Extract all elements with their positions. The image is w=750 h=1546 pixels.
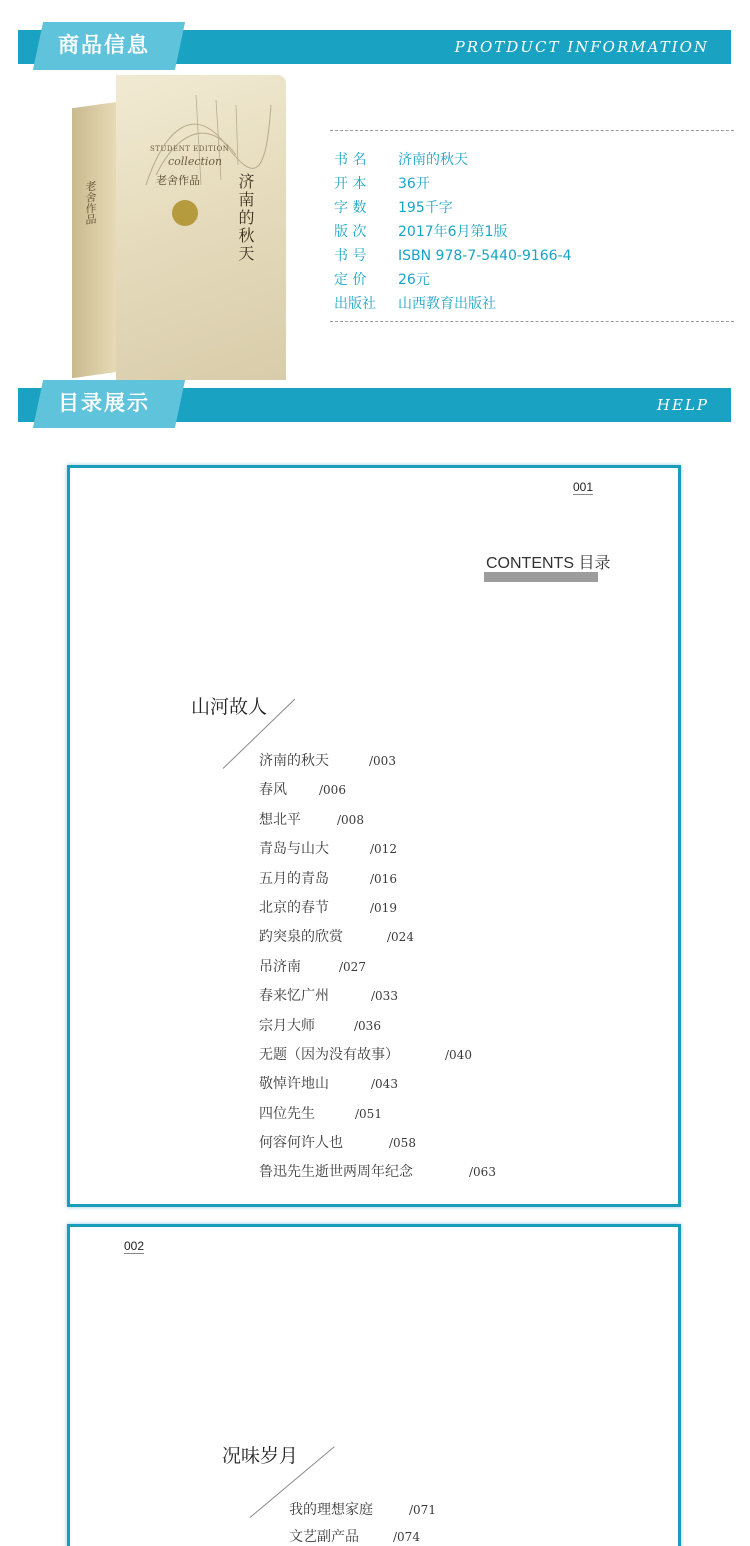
toc-item-page: /040 xyxy=(445,1047,472,1062)
toc-item xyxy=(289,1497,436,1524)
book-front xyxy=(116,75,286,380)
toc-item xyxy=(259,1041,472,1070)
toc-item xyxy=(259,894,413,923)
book-edition-label: STUDENT EDITION xyxy=(150,145,230,153)
toc-item-title: 敬悼许地山 xyxy=(259,1076,329,1093)
toc-item xyxy=(259,923,413,952)
book-cover-title: 济南的秋天 xyxy=(236,173,255,263)
info-bottom-divider xyxy=(330,321,734,322)
info-label: 版 次 xyxy=(334,224,367,240)
toc-item-page: /003 xyxy=(369,754,396,768)
toc-item-page: /024 xyxy=(387,930,414,945)
toc-item-title: 青岛与山大 xyxy=(259,841,329,858)
toc-item-page: /043 xyxy=(371,1077,398,1092)
info-label: 开 本 xyxy=(334,176,367,192)
info-label: 字 数 xyxy=(334,200,367,216)
contents-heading-underline xyxy=(484,572,598,582)
section-title: 况味岁月 xyxy=(222,1445,299,1467)
toc-item-title: 我的理想家庭 xyxy=(289,1502,373,1518)
contents-page-2 xyxy=(67,1224,681,1546)
toc-item-title: 济南的秋天 xyxy=(259,753,329,769)
book-cover-image xyxy=(72,75,286,380)
info-row xyxy=(334,196,572,220)
toc-item-page: /027 xyxy=(339,959,366,974)
toc-item-page: /012 xyxy=(370,842,397,857)
toc-item-page: /058 xyxy=(389,1136,416,1151)
product-info-header xyxy=(18,30,731,64)
toc-list xyxy=(259,747,496,1188)
catalog-header xyxy=(18,388,731,422)
toc-item-page: /074 xyxy=(393,1530,420,1544)
toc-item xyxy=(259,1129,416,1158)
info-top-divider xyxy=(330,130,734,131)
toc-item xyxy=(259,747,413,776)
toc-item xyxy=(259,982,413,1011)
toc-item-title: 无题（因为没有故事） xyxy=(259,1046,399,1063)
info-row xyxy=(334,268,572,292)
toc-list xyxy=(289,1497,436,1546)
info-value: 济南的秋天 xyxy=(398,152,468,168)
page-number: 002 xyxy=(124,1239,145,1253)
book-collection-label: collection xyxy=(168,155,223,168)
toc-item-title: 五月的青岛 xyxy=(259,870,329,887)
book-seal-icon xyxy=(172,200,198,226)
toc-item-title: 春风 xyxy=(259,782,287,799)
toc-item-title: 何容何许人也 xyxy=(259,1135,343,1152)
toc-item-page: /036 xyxy=(354,1018,381,1033)
toc-item-page: /006 xyxy=(319,783,346,798)
toc-item-page: /033 xyxy=(371,989,398,1004)
book-spine xyxy=(72,102,118,378)
toc-item-page: /063 xyxy=(469,1165,496,1180)
toc-item xyxy=(259,806,413,835)
info-value: ISBN 978-7-5440-9166-4 xyxy=(398,248,572,264)
info-label: 书 号 xyxy=(334,248,367,264)
toc-item-title: 鲁迅先生逝世两周年纪念 xyxy=(259,1164,413,1181)
info-label: 出版社 xyxy=(334,296,376,312)
info-label: 定 价 xyxy=(334,272,367,288)
toc-item-page: /019 xyxy=(370,900,397,915)
product-info-subtitle: PROTDUCT INFORMATION xyxy=(454,38,709,56)
toc-item xyxy=(259,1100,413,1129)
toc-item xyxy=(259,953,413,982)
info-row xyxy=(334,172,572,196)
toc-item-title: 春来忆广州 xyxy=(259,988,329,1005)
book-spine-text: 老舍作品 xyxy=(84,179,97,226)
toc-item xyxy=(289,1524,420,1546)
toc-item xyxy=(259,865,413,894)
toc-item-page: /051 xyxy=(355,1106,382,1121)
info-value: 195千字 xyxy=(398,200,453,216)
contents-page-1 xyxy=(67,465,681,1207)
toc-item xyxy=(259,1070,413,1099)
toc-item-page: /016 xyxy=(370,871,397,886)
info-row xyxy=(334,292,572,316)
toc-item-page: /008 xyxy=(337,812,364,827)
info-row xyxy=(334,220,572,244)
contents-heading: CONTENTS 目录 xyxy=(486,555,611,572)
toc-item-title: 吊济南 xyxy=(259,958,301,975)
toc-item-page: /071 xyxy=(409,1503,436,1517)
toc-item xyxy=(259,776,413,805)
catalog-title: 目录展示 xyxy=(58,391,150,415)
product-info-list xyxy=(334,148,572,316)
toc-item-title: 趵突泉的欣赏 xyxy=(259,929,343,946)
info-row xyxy=(334,148,572,172)
section-title: 山河故人 xyxy=(191,696,268,718)
info-label: 书 名 xyxy=(334,152,367,168)
info-value: 36开 xyxy=(398,176,430,192)
toc-item-title: 北京的春节 xyxy=(259,899,329,916)
info-value: 26元 xyxy=(398,272,430,288)
toc-item-title: 四位先生 xyxy=(259,1105,315,1122)
toc-item xyxy=(259,1012,413,1041)
product-info-title: 商品信息 xyxy=(58,33,150,57)
toc-item-title: 宗月大师 xyxy=(259,1017,315,1034)
book-series-label: 老舍作品 xyxy=(156,174,200,187)
toc-item-title: 文艺副产品 xyxy=(289,1529,359,1545)
toc-item xyxy=(259,1158,496,1187)
toc-item-title: 想北平 xyxy=(259,811,301,828)
info-value: 2017年6月第1版 xyxy=(398,224,508,240)
catalog-subtitle: HELP xyxy=(656,396,709,414)
toc-item xyxy=(259,835,413,864)
info-value: 山西教育出版社 xyxy=(398,296,496,312)
info-row xyxy=(334,244,572,268)
page-number: 001 xyxy=(573,480,594,494)
